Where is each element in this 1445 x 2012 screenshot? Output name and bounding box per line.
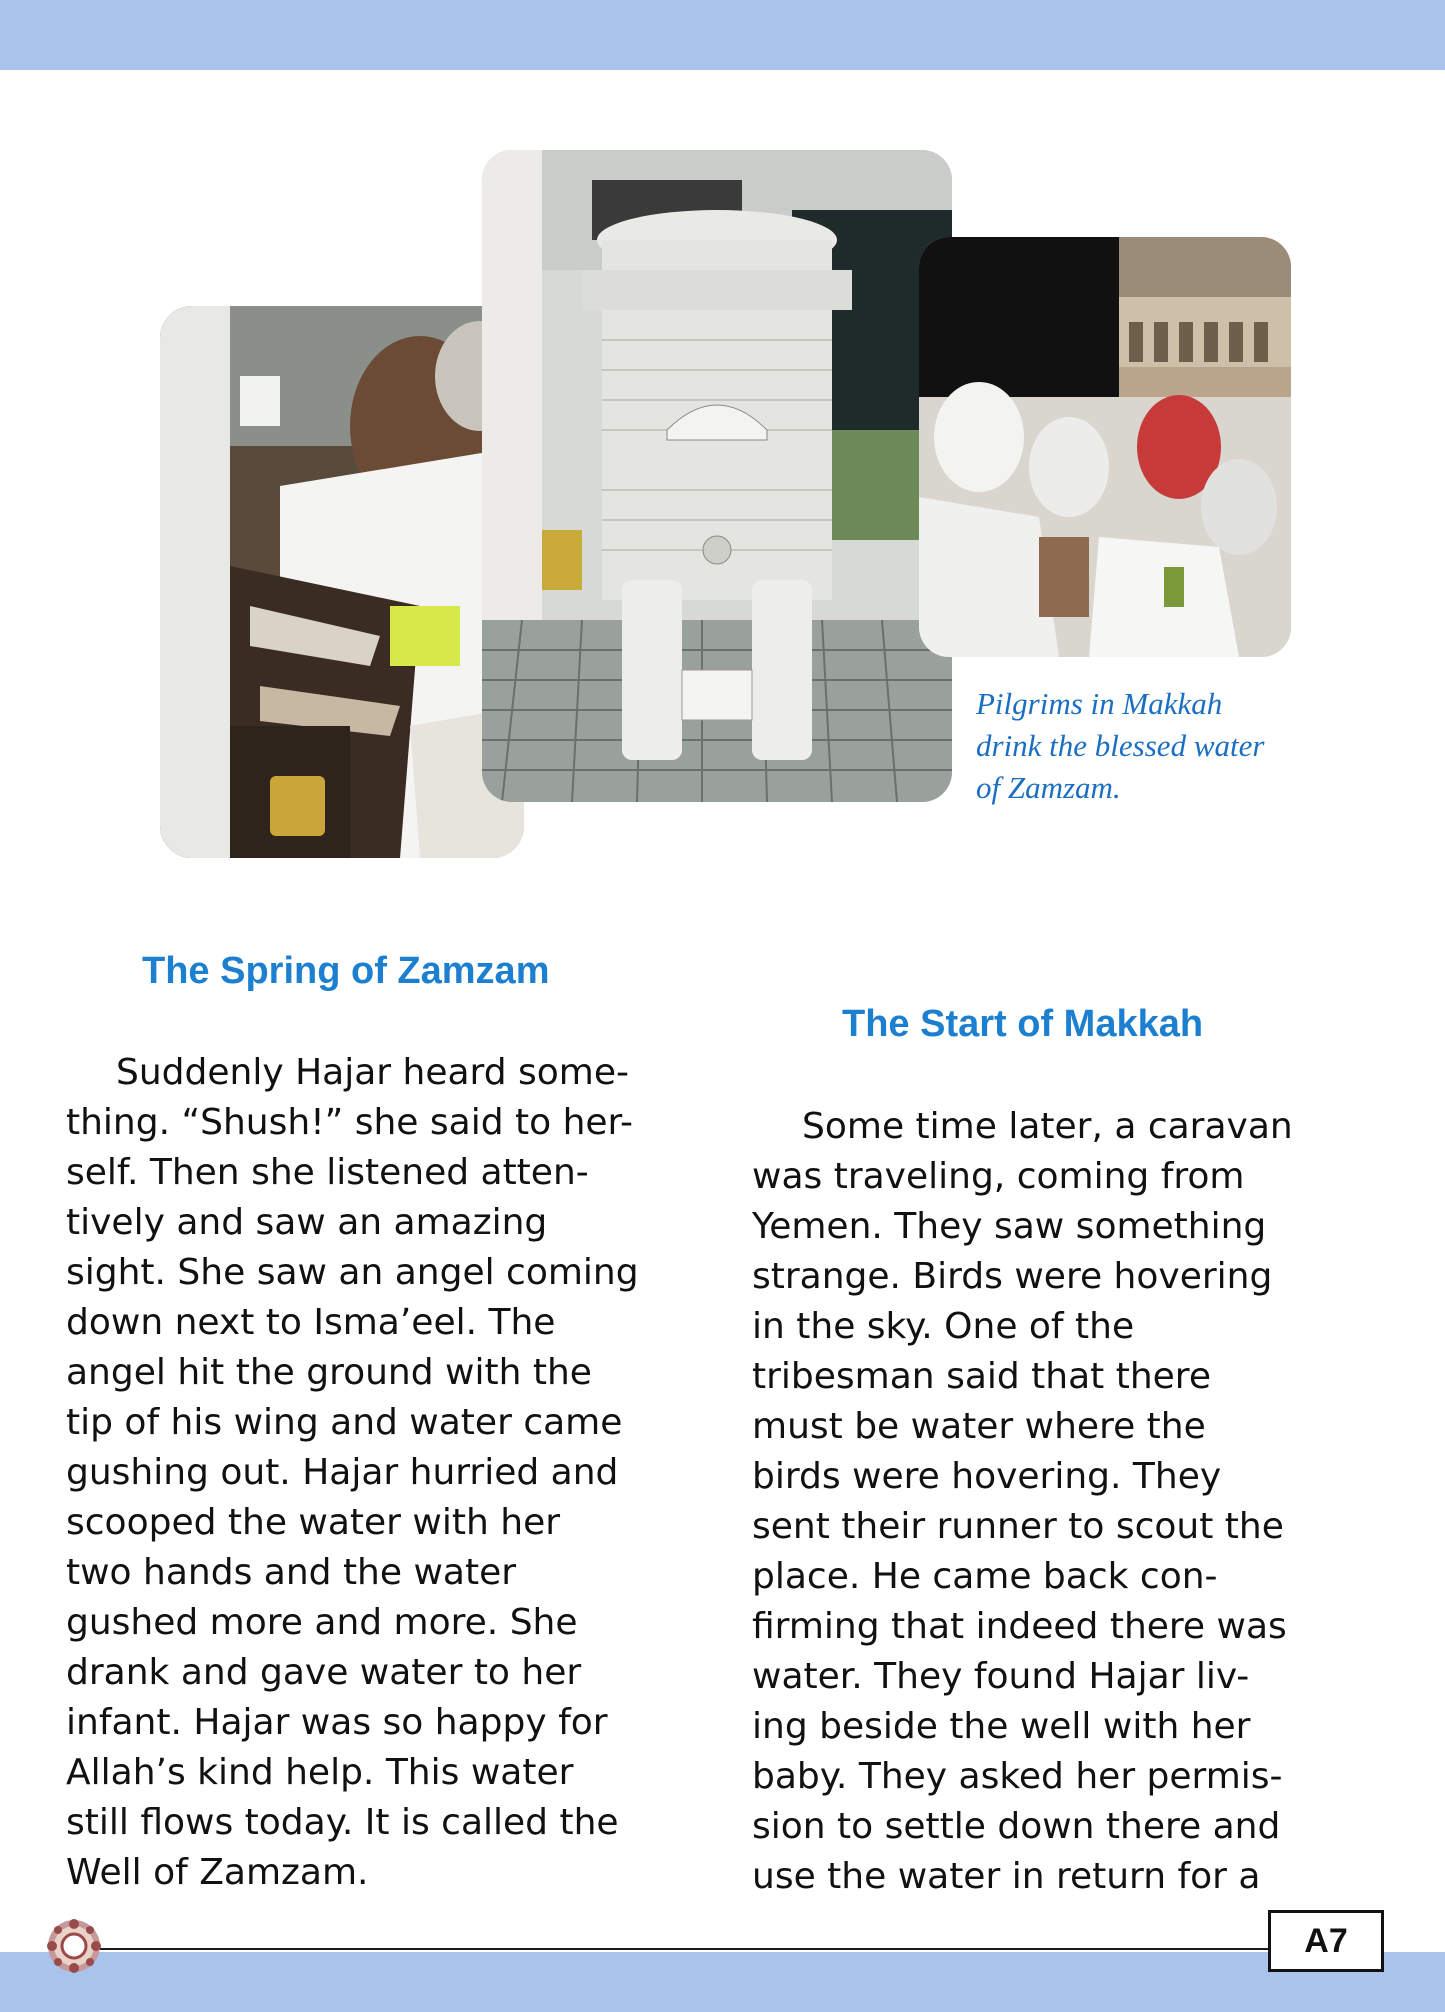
- text-line: must be water where the: [752, 1406, 1206, 1447]
- text-line: tribesman said that there: [752, 1356, 1211, 1397]
- text-line: tip of his wing and water came: [66, 1402, 623, 1443]
- text-line: place. He came back con-: [752, 1556, 1218, 1597]
- text-line: ing beside the well with her: [752, 1706, 1251, 1747]
- pilgrims-drinking-cups-photo: [160, 306, 524, 858]
- caption-line: drink the blessed water: [976, 728, 1265, 763]
- text-line: Yemen. They saw something: [752, 1206, 1267, 1247]
- flower-ornament-icon: [44, 1916, 104, 1976]
- text-line: sion to settle down there and: [752, 1806, 1281, 1847]
- text-line: birds were hovering. They: [752, 1456, 1222, 1497]
- start-of-makkah-text: [752, 1102, 1293, 1902]
- text-line: self. Then she listened atten-: [66, 1152, 589, 1193]
- text-line: gushing out. Hajar hurried and: [66, 1452, 619, 1493]
- zamzam-water-cooler-photo: [482, 150, 952, 802]
- text-line: baby. They asked her permis-: [752, 1756, 1283, 1797]
- text-line: drank and gave water to her: [66, 1652, 582, 1693]
- text-line: Well of Zamzam.: [66, 1852, 369, 1893]
- text-line: two hands and the water: [66, 1552, 517, 1593]
- section-heading-start-of-makkah: The Start of Makkah: [842, 1003, 1204, 1045]
- photo-caption: [976, 683, 1336, 809]
- caption-line: Pilgrims in Makkah: [976, 686, 1223, 721]
- text-line: infant. Hajar was so happy for: [66, 1702, 608, 1743]
- top-color-band: [0, 0, 1445, 70]
- text-line: Some time later, a caravan: [802, 1106, 1293, 1147]
- text-line: tively and saw an amazing: [66, 1202, 548, 1243]
- page-number: A7: [1268, 1910, 1384, 1972]
- text-line: Allah’s kind help. This water: [66, 1752, 574, 1793]
- pilgrims-in-makkah-photo: [919, 237, 1291, 657]
- text-line: use the water in return for a: [752, 1856, 1261, 1897]
- bottom-rule: [100, 1948, 1290, 1950]
- text-line: angel hit the ground with the: [66, 1352, 592, 1393]
- text-line: was traveling, coming from: [752, 1156, 1245, 1197]
- bottom-color-band: [0, 1952, 1445, 2012]
- text-line: firming that indeed there was: [752, 1606, 1287, 1647]
- caption-line: of Zamzam.: [976, 770, 1121, 805]
- text-line: sent their runner to scout the: [752, 1506, 1284, 1547]
- text-line: down next to Isma’eel. The: [66, 1302, 556, 1343]
- text-line: in the sky. One of the: [752, 1306, 1135, 1347]
- text-line: thing. “Shush!” she said to her-: [66, 1102, 634, 1143]
- text-line: scooped the water with her: [66, 1502, 561, 1543]
- text-line: still flows today. It is called the: [66, 1802, 619, 1843]
- spring-of-zamzam-text: [66, 1048, 639, 1898]
- text-line: gushed more and more. She: [66, 1602, 578, 1643]
- section-heading-spring-of-zamzam: The Spring of Zamzam: [142, 950, 550, 992]
- text-line: strange. Birds were hovering: [752, 1256, 1273, 1297]
- text-line: Suddenly Hajar heard some-: [116, 1052, 629, 1093]
- text-line: sight. She saw an angel coming: [66, 1252, 639, 1293]
- text-line: water. They found Hajar liv-: [752, 1656, 1250, 1697]
